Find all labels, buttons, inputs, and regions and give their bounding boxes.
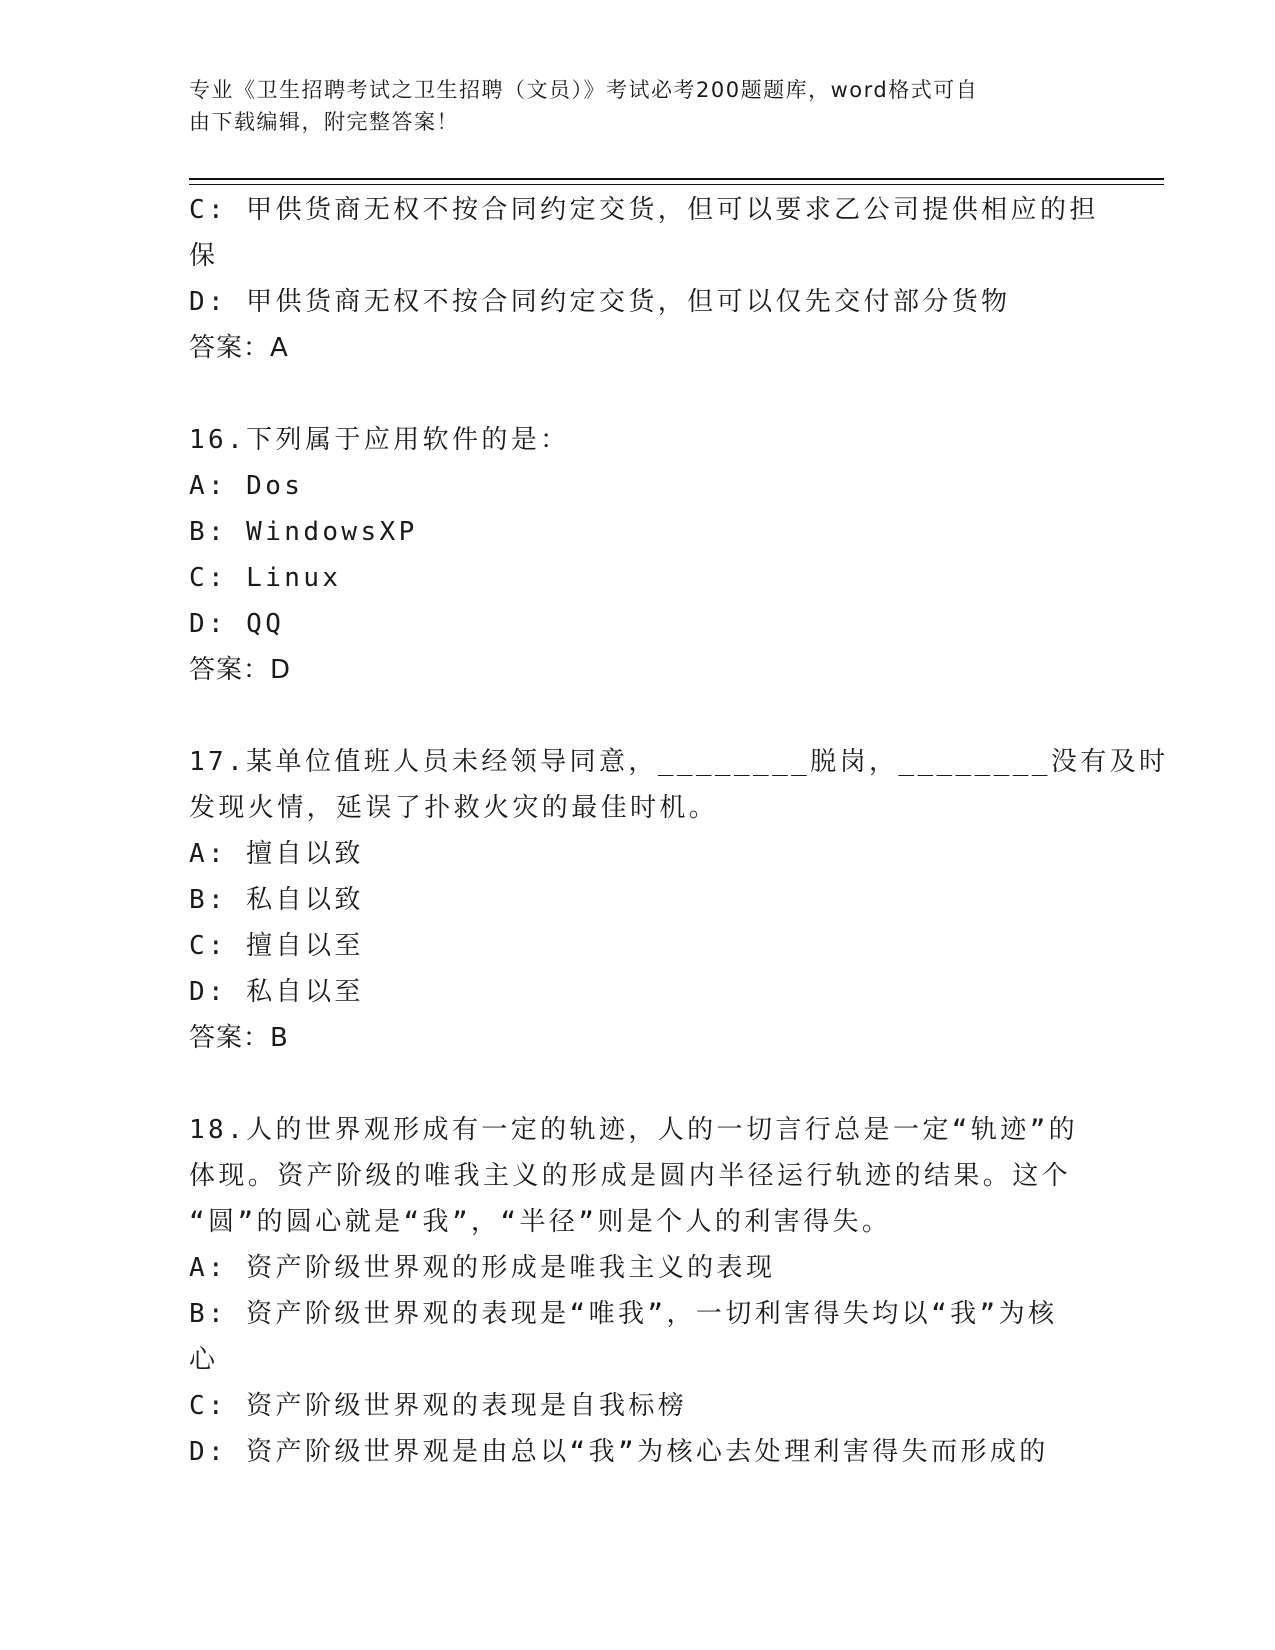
answer-line: 答案：B: [189, 1023, 289, 1053]
option-b-continued: 心: [189, 1345, 219, 1375]
option-c: C: 资产阶级世界观的表现是自我标榜: [189, 1391, 688, 1421]
option-d: D: 资产阶级世界观是由总以“我”为核心去处理利害得失而形成的: [189, 1437, 1049, 1467]
answer-line: 答案：D: [189, 655, 292, 685]
header-divider: [189, 178, 1164, 180]
question-stem-continued: “圆”的圆心就是“我”，“半径”则是个人的利害得失。: [189, 1207, 892, 1237]
question-stem: 17.某单位值班人员未经领导同意，________脱岗，________没有及时: [189, 747, 1169, 777]
question-16: [189, 417, 1089, 693]
question-stem: 16.下列属于应用软件的是：: [189, 425, 570, 455]
header-line: 由下载编辑，附完整答案！: [189, 110, 459, 134]
option-d: D: 甲供货商无权不按合同约定交货，但可以仅先交付部分货物: [189, 287, 1011, 317]
option-a: A: 资产阶级世界观的形成是唯我主义的表现: [189, 1253, 776, 1283]
option-b: B: 资产阶级世界观的表现是“唯我”，一切利害得失均以“我”为核: [189, 1299, 1058, 1329]
question-list: [189, 187, 1169, 1475]
question-stem: 18.人的世界观形成有一定的轨迹，人的一切言行总是一定“轨迹”的: [189, 1115, 1079, 1145]
header-divider-thin: [189, 184, 1164, 185]
option-b: B: 私自以致: [189, 885, 364, 915]
spacer: [189, 1061, 1089, 1107]
question-15-continued: [189, 187, 1099, 371]
question-stem-continued: 体现。资产阶级的唯我主义的形成是圆内半径运行轨迹的结果。这个: [189, 1161, 1072, 1191]
document-header: [189, 74, 1069, 138]
option-c-continued: 保: [189, 241, 219, 271]
question-stem-continued: 发现火情，延误了扑救火灾的最佳时机。: [189, 793, 719, 823]
spacer: [189, 693, 1089, 739]
question-17: [189, 739, 1169, 1061]
option-c: C: Linux: [189, 563, 342, 593]
header-line: 专业《卫生招聘考试之卫生招聘（文员）》考试必考200题题库，word格式可自: [189, 78, 979, 102]
option-c: C: 擅自以至: [189, 931, 364, 961]
option-b: B: WindowsXP: [189, 517, 418, 547]
option-a: A: Dos: [189, 471, 304, 501]
question-18: [189, 1107, 1089, 1475]
option-d: D: 私自以至: [189, 977, 364, 1007]
option-a: A: 擅自以致: [189, 839, 364, 869]
option-d: D: QQ: [189, 609, 285, 639]
answer-line: 答案：A: [189, 333, 289, 363]
spacer: [189, 371, 1089, 417]
option-c: C: 甲供货商无权不按合同约定交货，但可以要求乙公司提供相应的担: [189, 195, 1099, 225]
